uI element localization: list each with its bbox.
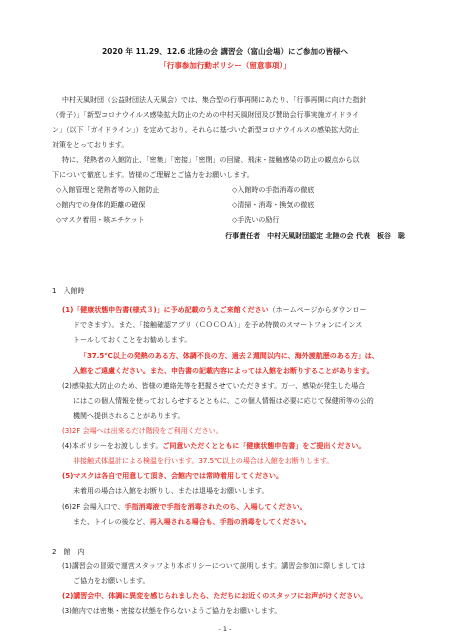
body-text: また、トイレの後など、 [73,518,150,526]
section2-item-2-line: (2)講習会中、体調に異変を感じられましたら、ただちにお近くのスタッフにお声がけください。 [62,592,368,600]
section1-item-5-line [62,472,283,481]
section1-warning-line: 入館をご遠慮ください。また、申告書の記載内容によっては入館をお断りすることがあります。 [73,367,374,375]
section1-item-2-line: にはこの個人情報を使っておしらせするとともに、この個人情報は必要に応じて保健所等の公的 [73,397,374,405]
page-number: - 1 - [218,625,232,633]
intro-line: 中村天風財団（公益財団法人天風会）では、集合型の行事再開にあたり、「行事再開に向けた指針 [62,96,367,104]
measure-item: ◇入館管理と発熱者等の入館防止 [56,186,160,194]
intro-line: 下について徹底します。皆様のご理解とご協力をお願いします。 [52,171,254,179]
section2-item-3-line: (3)館内では密集・密接な状態を作らないようご協力をお願いします。 [62,607,282,615]
emphasis-text: ご同意いただくとともに「健康状態申告書」をご提出ください。 [162,442,366,450]
measure-item: ◇入館時の手指消毒の徹底 [232,186,315,194]
section1-item-6-line [73,518,311,527]
section1-item-2-line: (2)感染拡大防止のため、皆様の連絡先等を把握させていただきます。万一、感染が発生した場合 [62,382,366,390]
body-text: （ホームページからダウンロー [268,306,367,314]
document-title: 2020 年 11.29、12.6 北陸の会 講習会（富山会場）にご参加の皆様へ [101,47,349,56]
measure-item: ◇マスク着用・咳エチケット [56,216,145,224]
document-subtitle: 「行事参加行動ポリシー（留意事項）」 [159,61,291,70]
section1-item-1-line: ドできます）。また、「接触確認アプリ（ＣＯＣＯＡ）」を予め特徴のスマートフォンにインス [73,321,363,329]
section1-item-3-line: (3)2F 会場へは出来るだけ階段をご利用ください。 [62,427,223,435]
measure-item: ◇清掃・消毒・換気の徹底 [232,201,315,209]
section2-item-1-line: ご協力をお願いします。 [73,577,150,585]
measure-item: ◇手洗いの励行 [232,216,280,224]
emphasis-text: 手指消毒液で手指を消毒されたのち、入場してください。 [124,503,307,511]
section1-item-1-line: トールしておくことをお勧めします。 [73,336,192,344]
emphasis-text: 再入場される場合も、手指の消毒をしてください。 [149,518,311,526]
section-heading: 1 入館時 [52,287,85,295]
intro-line: 特に、発熱者の入館防止、「密集」「密接」「密閉」の回避、飛沫・接触感染の防止の観点から以 [62,156,360,164]
body-text: (4)本ポリシーをお渡しします。 [62,442,163,450]
section2-item-1-line: (1)講習会の冒頭で運営スタッフより本ポリシーについて説明します。講習会参加に際しましては [62,562,366,570]
section1-warning-line: 「37.5℃以上の発熱のある方、体調不良の方、過去２週間以内に、海外渡航歴のある方」は、 [80,352,379,360]
section1-item-4-line: 非接触式体温計による検温を行います。37.5℃以上の場合は入館をお断りします。 [73,457,334,465]
section-heading: 2 館 内 [52,548,85,556]
section1-item-4-line [62,442,365,451]
section1-item-6-line [62,503,306,512]
emphasis-text: 会館内では常時着用してください。 [171,472,283,480]
section1-item-5-line: 未着用の場合は入館をお断りし、または退場をお願いします。 [73,487,269,495]
body-text: (6)2F 会場入口で、 [62,503,125,511]
measure-item: ◇館内での身体的距離の確保 [56,201,146,209]
emphasis-text: (5)マスクは各自で用意して頂き、 [62,472,171,480]
signature: 行事責任者 中村天風財団認定 北陸の会 代表 板谷 聡 [225,232,405,240]
intro-line: （骨子）」「新型コロナウイルス感染拡大防止のための中村天風財団及び賛助会行事実施ガイドライ [52,111,360,119]
section1-item-2-line: 機関へ提供されることがあります。 [73,412,185,420]
intro-line: 対策をとっております。 [52,141,129,149]
emphasis-text: (1)「健康状態申告書(様式３)」に予め記載のうえご来館ください [62,306,269,314]
section1-item-1-line [62,306,367,315]
intro-line: ン」（以下「ガイドライン」）を定めており、それらに基づいた新型コロナウイルスの感染拡大防止 [52,126,360,134]
